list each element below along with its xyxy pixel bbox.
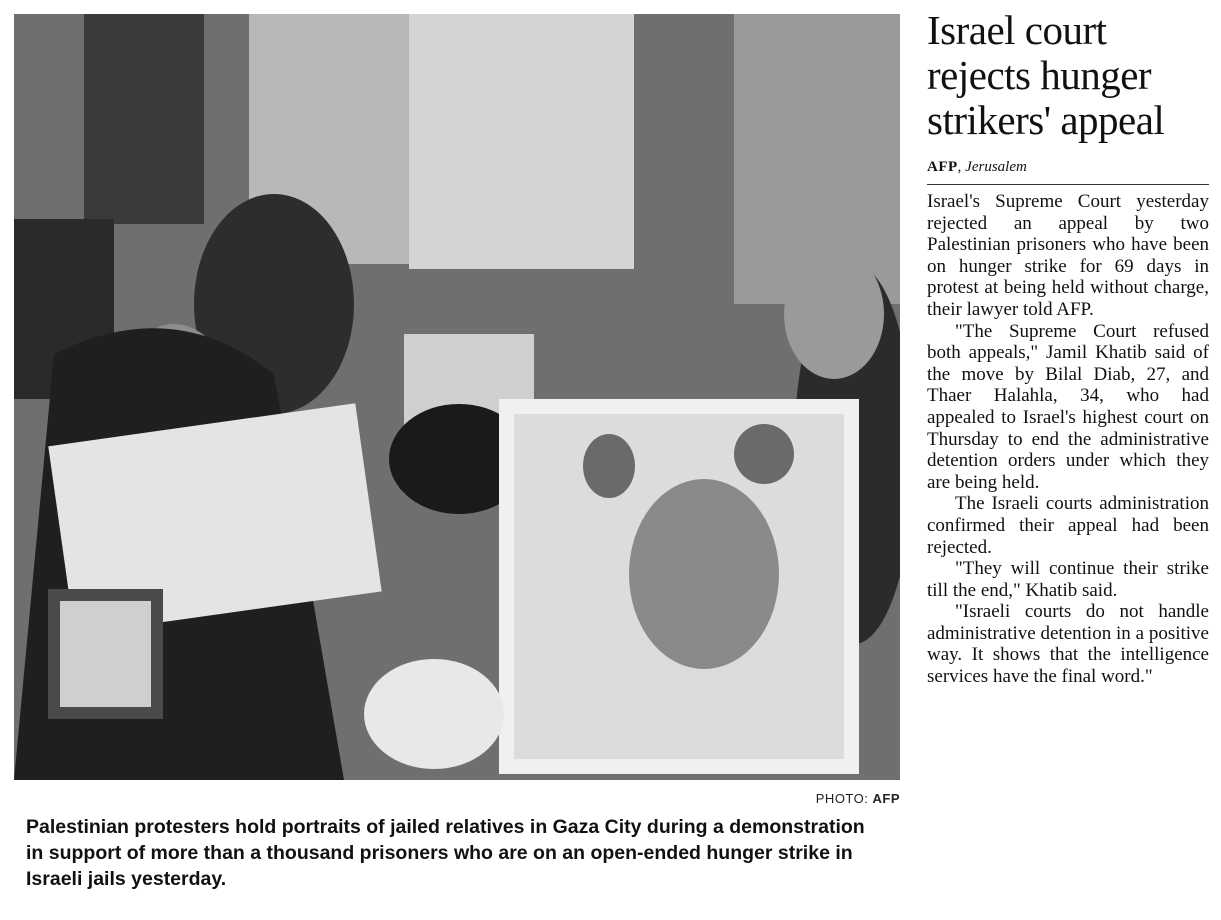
poster-shape [84, 14, 204, 224]
article-paragraph: Israel's Supreme Court yesterday rejected an appeal by two Palestinian prisoners who have been on hunger strike for 69 days in protest at being held without charge, their lawyer told AFP. [927, 191, 1209, 320]
face-shape [784, 249, 884, 379]
article-paragraph: "Israeli courts do not handle administrative detention in a positive way. It shows that the intelligence services have the final word." [927, 601, 1209, 688]
byline-place: Jerusalem [965, 159, 1027, 175]
byline-agency: AFP [927, 159, 958, 175]
article-body [927, 191, 1209, 688]
face-shape [629, 479, 779, 669]
article-paragraph: "They will continue their strike till the end," Khatib said. [927, 558, 1209, 601]
poster-shape [409, 14, 634, 269]
photo-caption: Palestinian protesters hold portraits of jailed relatives in Gaza City during a demonstration in support of more than a thousand prisoners who are on an open-ended hunger strike in Israeli jails yesterday. [26, 816, 865, 890]
news-photo [14, 14, 900, 780]
cap-shape [364, 659, 504, 769]
article-paragraph: The Israeli courts administration confirmed their appeal had been rejected. [927, 493, 1209, 558]
photo-credit-source: AFP [872, 791, 900, 806]
photo-illustration [14, 14, 900, 780]
photo-credit [816, 791, 900, 806]
byline-separator: , [957, 159, 962, 175]
article-byline [927, 159, 1209, 185]
article-paragraph: "The Supreme Court refused both appeals," Jamil Khatib said of the move by Bilal Diab, 27, and Thaer Halahla, 34, who had appealed to Israel's highest court on Thursday to end the administrative detention orders under which they are being held. [927, 320, 1209, 493]
photo-credit-label: PHOTO: [815, 791, 869, 806]
news-article [927, 8, 1209, 688]
article-headline: Israel court rejects hunger strikers' appeal [927, 7, 1165, 143]
